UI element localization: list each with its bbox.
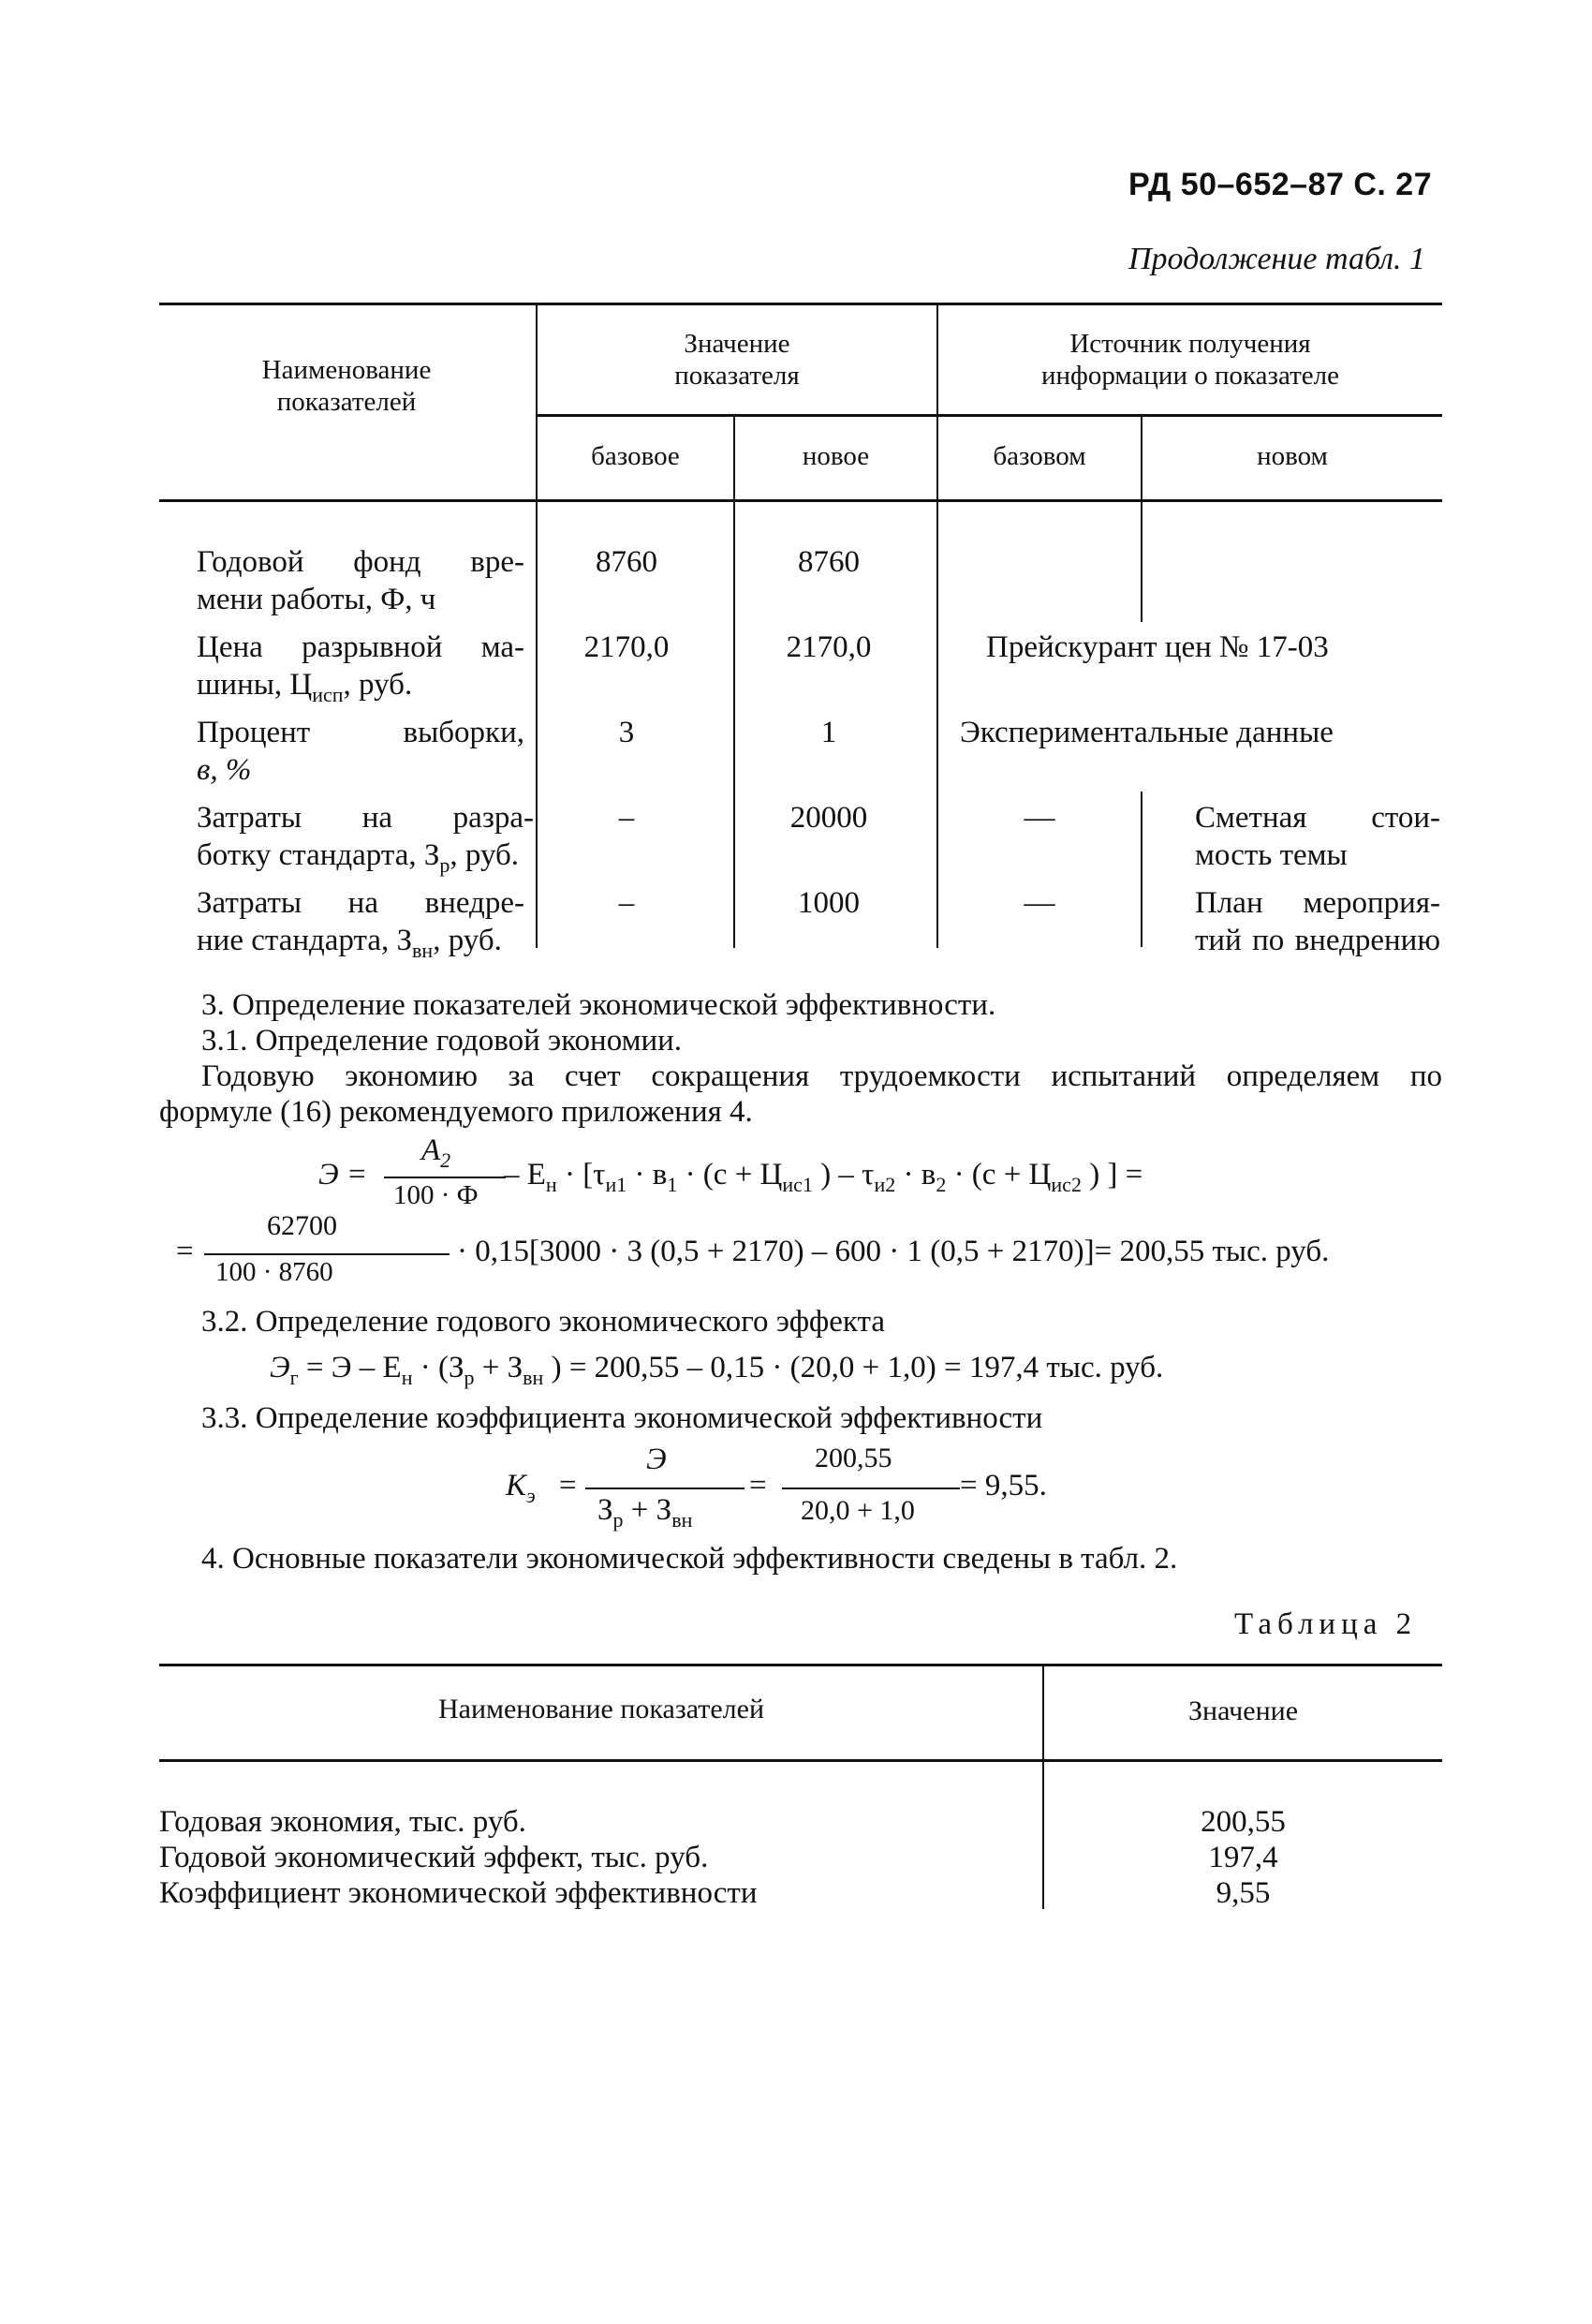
formula1-body: – $E_н \cdot [\tau_{и1} \cdot в_1 \cdot (c + Ц_{ис1}$ ) – $\tau_{и2} \cdot в_2 \cdot (c + Ц_{ис2}$ ) ] =	[504, 1158, 1143, 1196]
table1-body-divider	[1141, 792, 1142, 947]
table-row-value: 197,4	[1208, 1841, 1278, 1874]
formula1-numerator: $A_2$	[421, 1133, 451, 1172]
table2-header-name: Наименование показателей	[437, 1694, 765, 1724]
table-row: Коэффициент экономической эффективности	[159, 1876, 758, 1910]
header-new-source: новом	[1257, 441, 1328, 471]
formula3-result: = 9,55.	[960, 1469, 1047, 1502]
table-row-value: 200,55	[1201, 1805, 1286, 1839]
formula3-num2: 200,55	[815, 1443, 892, 1473]
formula3-num1: Э	[646, 1443, 667, 1476]
section-3-heading: 3. Определение показателей экономической эффективности.	[201, 988, 996, 1022]
row3-source: Экспериментальные данные	[960, 716, 1334, 749]
table2-top-rule	[159, 1664, 1442, 1666]
table-row: Затраты на разра- ботку стандарта, $З_р$, руб.	[197, 801, 534, 877]
header-new: новое	[802, 441, 870, 471]
formula3-fraction-bar-1	[585, 1488, 744, 1489]
header-name: Наименование показателей	[261, 355, 432, 417]
table-row: Годовой фонд вре- мени работы, Ф, ч	[197, 545, 524, 616]
row4-base-source: —	[1024, 801, 1055, 835]
header-source: Источник получения информации о показателе	[1041, 329, 1339, 391]
table2-header-rule	[159, 1759, 1442, 1762]
table-row: Годовая экономия, тыс. руб.	[159, 1805, 526, 1839]
header-value: Значение показателя	[674, 329, 800, 391]
table1-subheader-rule	[537, 414, 1442, 417]
table-row: Цена разрывной ма- шины, $Ц_{исп}$, руб.	[197, 630, 524, 706]
row5-base-source: —	[1024, 886, 1055, 920]
section-4-paragraph: 4. Основные показатели экономической эффективности сведены в табл. 2.	[201, 1542, 1178, 1576]
row4-new-value: 20000	[789, 801, 868, 835]
section-3-3-heading: 3.3. Определение коэффициента экономической эффективности	[201, 1401, 1043, 1435]
formula1-denominator: 100 · Ф	[393, 1180, 479, 1210]
formula1b-rest: · 0,15[3000 · 3 (0,5 + 2170) – 600 · 1 (0,5 + 2170)]= 200,55 тыс. руб.	[457, 1235, 1330, 1268]
formula3-den2: 20,0 + 1,0	[801, 1495, 915, 1526]
table-row: Годовой экономический эффект, тыс. руб.	[159, 1841, 709, 1874]
table1-header-bottom-rule	[159, 499, 1442, 502]
row4-base-value: –	[618, 801, 635, 835]
row3-new-value: 1	[820, 716, 837, 749]
formula3-eq: =	[559, 1469, 577, 1502]
formula3-lhs: $K_э$	[506, 1469, 536, 1507]
table2-header-value: Значение	[1187, 1695, 1299, 1726]
row5-new-source: План мероприя- тий по внедрению	[1195, 886, 1440, 957]
formula1b-numerator: 62700	[267, 1210, 337, 1241]
section-3-1-heading: 3.1. Определение годовой экономии.	[201, 1024, 683, 1058]
row2-base-value: 2170,0	[583, 630, 670, 664]
table2-caption: Таблица 2	[1234, 1607, 1418, 1641]
formula3-den1: $З_р + З_{вн}$	[597, 1493, 693, 1532]
formula1b-fraction-bar	[204, 1253, 450, 1255]
table1-body-divider	[1141, 502, 1142, 622]
row1-base-value: 8760	[596, 545, 657, 579]
formula-annual-effect: $Э_г = Э - E_н \cdot (З_р + З_{вн}$ ) = 200,55 – 0,15 · (20,0 + 1,0) = 197,4 тыс. руб.	[270, 1351, 1164, 1389]
row5-new-value: 1000	[798, 886, 860, 920]
formula1b-denominator: 100 · 8760	[215, 1257, 333, 1287]
document-code: РД 50–652–87 С. 27	[1128, 167, 1433, 202]
row2-new-value: 2170,0	[786, 630, 872, 664]
formula1-fraction-bar	[384, 1177, 506, 1178]
table1-body-divider	[936, 502, 938, 948]
row3-base-value: 3	[618, 716, 635, 749]
table-row: Затраты на внедре- ние стандарта, $З_{вн}$, руб.	[197, 886, 524, 962]
formula3-eq2: =	[749, 1469, 767, 1502]
header-base: базовое	[591, 441, 680, 471]
table-row-value: 9,55	[1216, 1876, 1271, 1910]
header-base-source: базовом	[993, 441, 1086, 471]
formula1-lhs: Э =	[318, 1158, 368, 1192]
row4-new-source: Сметная стои- мость темы	[1195, 801, 1440, 872]
formula1b-prefix: =	[176, 1235, 194, 1268]
row1-new-value: 8760	[798, 545, 860, 579]
section-3-2-heading: 3.2. Определение годового экономического эффекта	[201, 1305, 885, 1339]
table1-top-rule	[159, 303, 1442, 305]
row5-base-value: –	[618, 886, 635, 920]
section-3-1-paragraph: Годовую экономию за счет сокращения трудоемкости испытаний определяем по формуле (16) рекомендуемого приложения 4.	[159, 1059, 1442, 1129]
table-row: Процент выборки, в, %	[197, 716, 524, 787]
table-continuation-label: Продолжение табл. 1	[1128, 242, 1426, 276]
row2-source: Прейскурант цен № 17-03	[986, 630, 1329, 664]
formula3-fraction-bar-2	[782, 1488, 960, 1489]
